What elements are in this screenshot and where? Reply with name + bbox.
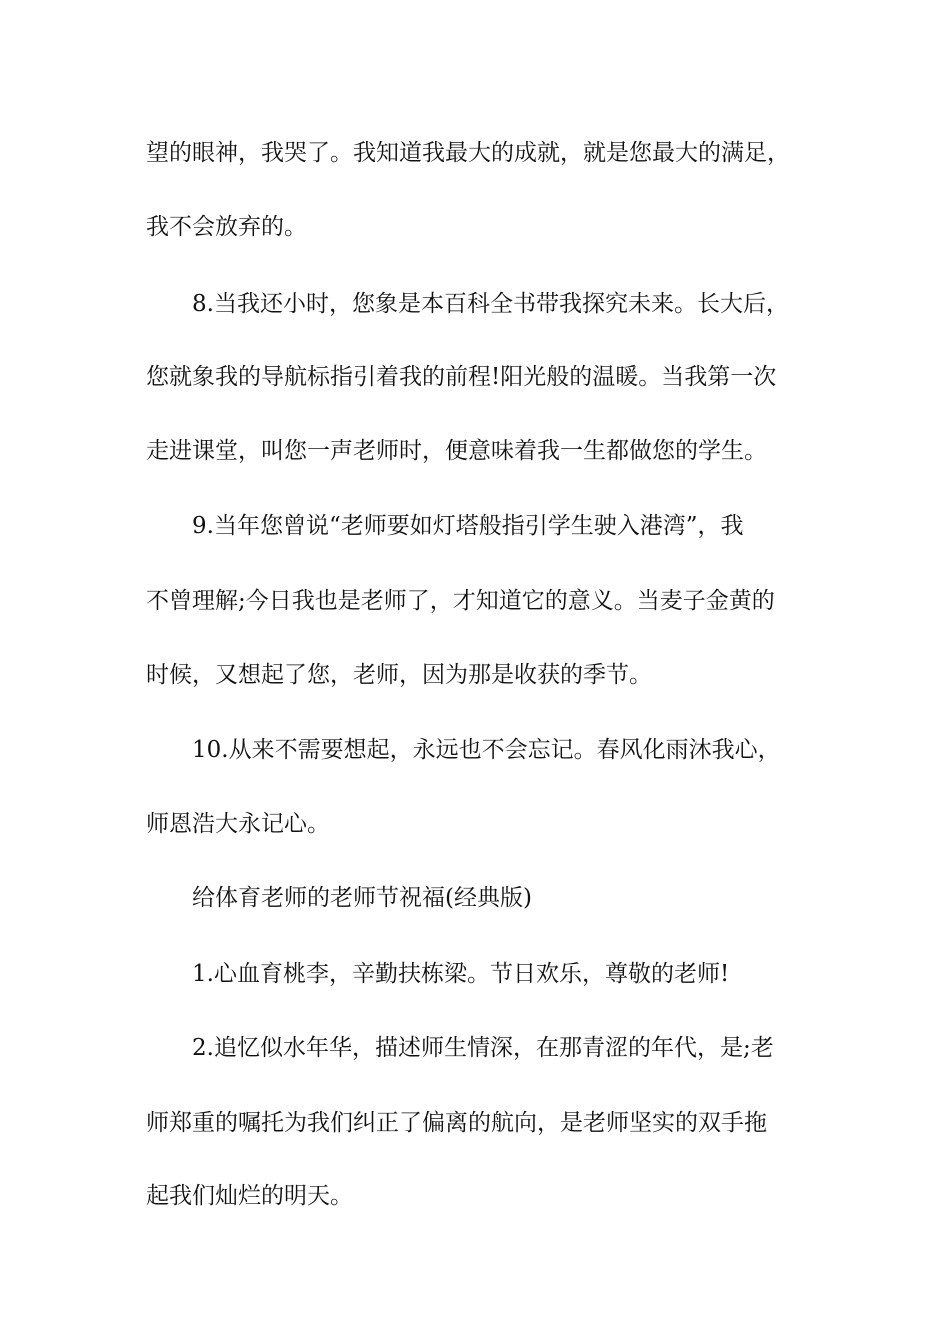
text-line: 望的眼神，我哭了。我知道我最大的成就，就是您最大的满足， — [146, 140, 790, 166]
paragraph-10-start: 10.从来不需要想起，永远也不会忘记。春风化雨沐我心， — [192, 737, 781, 763]
paragraph-8-start: 8.当我还小时，您象是本百科全书带我探究未来。长大后， — [192, 291, 789, 317]
text-line: 师郑重的嘱托为我们纠正了偏离的航向，是老师坚实的双手拖 — [146, 1110, 767, 1136]
text-line: 起我们灿烂的明天。 — [146, 1183, 353, 1209]
text-line: 不曾理解;今日我也是老师了，才知道它的意义。当麦子金黄的 — [146, 588, 775, 614]
paragraph-9-start: 9.当年您曾说“老师要如灯塔般指引学生驶入港湾”，我 — [192, 513, 744, 539]
paragraph-1: 1.心血育桃李，辛勤扶栋梁。节日欢乐，尊敬的老师! — [192, 961, 730, 987]
paragraph-2-start: 2.追忆似水年华，描述师生情深，在那青涩的年代，是;老 — [192, 1035, 774, 1061]
text-line: 您就象我的导航标指引着我的前程!阳光般的温暖。当我第一次 — [146, 364, 777, 390]
text-line: 时候，又想起了您，老师，因为那是收获的季节。 — [146, 662, 652, 688]
section-heading: 给体育老师的老师节祝福(经典版) — [192, 885, 532, 911]
text-line: 师恩浩大永记心。 — [146, 811, 330, 837]
text-line: 我不会放弃的。 — [146, 214, 307, 240]
text-line: 走进课堂，叫您一声老师时，便意味着我一生都做您的学生。 — [146, 438, 767, 464]
